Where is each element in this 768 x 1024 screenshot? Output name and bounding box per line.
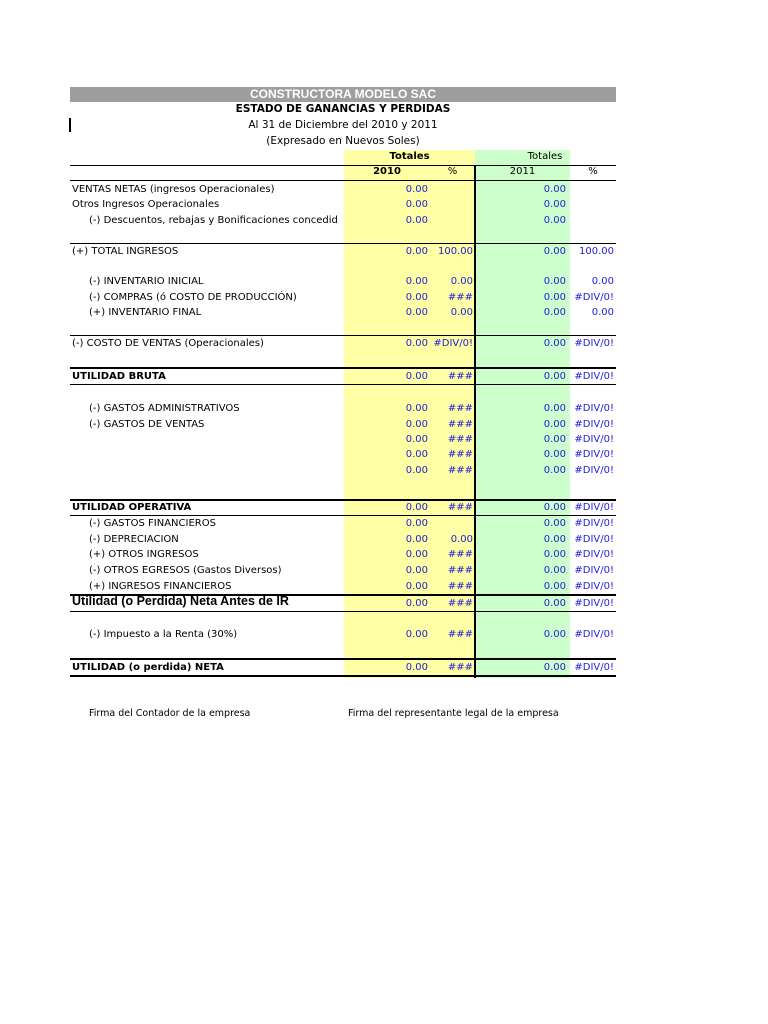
pct-2011: 0.00 (591, 307, 614, 318)
value-2010: 0.00 (405, 465, 428, 476)
pct-2010: ### (447, 449, 473, 460)
row-label: (+) INGRESOS FINANCIEROS (89, 581, 232, 592)
value-2011: 0.00 (543, 276, 566, 287)
table-row (0, 290, 768, 305)
value-2010: 0.00 (405, 307, 428, 318)
pct-2010: #DIV/0! (433, 338, 473, 349)
value-2011: 0.00 (543, 307, 566, 318)
value-2011: 0.00 (543, 502, 566, 513)
value-2010: 0.00 (405, 338, 428, 349)
value-2011: 0.00 (543, 662, 566, 673)
pct-2010: ### (447, 629, 473, 640)
pct-2011: #DIV/0! (574, 371, 614, 382)
value-2011: 0.00 (543, 371, 566, 382)
value-2010: 0.00 (405, 449, 428, 460)
pct-2010: 0.00 (450, 534, 473, 545)
rule-header-top (70, 165, 616, 166)
value-2010: 0.00 (405, 598, 428, 609)
pct-2011: #DIV/0! (574, 518, 614, 529)
row-label: (+) OTROS INGRESOS (89, 549, 199, 560)
value-2010: 0.00 (405, 184, 428, 195)
table-row (0, 563, 768, 578)
header-pct-2011: % (588, 166, 598, 177)
table-row (0, 432, 768, 447)
value-2010: 0.00 (405, 565, 428, 576)
row-label: (+) INVENTARIO FINAL (89, 307, 202, 318)
value-2011: 0.00 (543, 629, 566, 640)
pct-2011: 0.00 (591, 276, 614, 287)
pct-2011: #DIV/0! (574, 465, 614, 476)
value-2011: 0.00 (543, 581, 566, 592)
value-2011: 0.00 (543, 184, 566, 195)
value-2011: 0.00 (543, 403, 566, 414)
header-totales-2010: Totales (389, 151, 430, 162)
table-row (0, 274, 768, 289)
table-row (0, 305, 768, 320)
table-row (0, 516, 768, 531)
rule-antes-ir-bottom (70, 611, 616, 612)
table-row (0, 547, 768, 562)
table-row (0, 660, 768, 675)
pct-2011: #DIV/0! (574, 534, 614, 545)
value-2011: 0.00 (543, 449, 566, 460)
value-2011: 0.00 (543, 246, 566, 257)
value-2011: 0.00 (543, 215, 566, 226)
pct-2010: ### (447, 502, 473, 513)
row-label: (+) TOTAL INGRESOS (72, 246, 179, 257)
pct-2010: ### (447, 403, 473, 414)
pct-2011: #DIV/0! (574, 502, 614, 513)
value-2011: 0.00 (543, 565, 566, 576)
value-2010: 0.00 (405, 215, 428, 226)
value-2011: 0.00 (543, 199, 566, 210)
value-2010: 0.00 (405, 199, 428, 210)
pct-2011: #DIV/0! (574, 581, 614, 592)
value-2011: 0.00 (543, 598, 566, 609)
table-row (0, 417, 768, 432)
signature-accountant: Firma del Contador de la empresa (89, 708, 251, 719)
table-row (0, 627, 768, 642)
value-2010: 0.00 (405, 502, 428, 513)
table-row (0, 596, 768, 611)
pct-2010: 100.00 (438, 246, 473, 257)
table-row (0, 213, 768, 228)
signature-representative: Firma del representante legal de la empresa (348, 708, 559, 719)
pct-2011: 100.00 (579, 246, 614, 257)
value-2010: 0.00 (405, 371, 428, 382)
table-row (0, 401, 768, 416)
row-label: (-) GASTOS ADMINISTRATIVOS (89, 403, 240, 414)
value-2011: 0.00 (543, 549, 566, 560)
header-year-2010: 2010 (373, 166, 401, 177)
row-label: (-) GASTOS FINANCIEROS (89, 518, 216, 529)
value-2010: 0.00 (405, 534, 428, 545)
value-2010: 0.00 (405, 292, 428, 303)
row-label: (-) DEPRECIACION (89, 534, 179, 545)
value-2010: 0.00 (405, 629, 428, 640)
row-label: (-) GASTOS DE VENTAS (89, 419, 205, 430)
pct-2011: #DIV/0! (574, 403, 614, 414)
pct-2010: ### (447, 598, 473, 609)
pct-2011: #DIV/0! (574, 629, 614, 640)
value-2011: 0.00 (543, 434, 566, 445)
pct-2010: ### (447, 434, 473, 445)
row-label: UTILIDAD BRUTA (72, 371, 166, 382)
value-2011: 0.00 (543, 292, 566, 303)
pct-2011: #DIV/0! (574, 419, 614, 430)
pct-2010: ### (447, 581, 473, 592)
row-label: (-) COMPRAS (ó COSTO DE PRODUCCIÓN) (89, 292, 297, 303)
pct-2010: ### (447, 565, 473, 576)
row-label: (-) INVENTARIO INICIAL (89, 276, 204, 287)
row-label: (-) Descuentos, rebajas y Bonificaciones concedid (89, 215, 338, 226)
statement-title: ESTADO DE GANANCIAS Y PERDIDAS (235, 103, 451, 115)
header-totales-2011: Totales (527, 151, 563, 162)
row-label: (-) Impuesto a la Renta (30%) (89, 629, 238, 640)
table-row (0, 336, 768, 351)
statement-date: Al 31 de Diciembre del 2010 y 2011 (248, 119, 438, 131)
value-2010: 0.00 (405, 276, 428, 287)
pct-2011: #DIV/0! (574, 434, 614, 445)
pct-2011: #DIV/0! (574, 662, 614, 673)
row-label: (-) OTROS EGRESOS (Gastos Diversos) (89, 565, 282, 576)
table-row (0, 182, 768, 197)
pct-2011: #DIV/0! (574, 292, 614, 303)
table-row (0, 447, 768, 462)
value-2010: 0.00 (405, 246, 428, 257)
value-2011: 0.00 (543, 518, 566, 529)
text-cursor (69, 118, 71, 132)
value-2010: 0.00 (405, 403, 428, 414)
pct-2010: ### (447, 292, 473, 303)
value-2011: 0.00 (543, 419, 566, 430)
table-row (0, 369, 768, 384)
table-row (0, 532, 768, 547)
row-label: Otros Ingresos Operacionales (72, 199, 220, 210)
pct-2011: #DIV/0! (574, 449, 614, 460)
pct-2011: #DIV/0! (574, 565, 614, 576)
company-title: CONSTRUCTORA MODELO SAC (70, 87, 616, 102)
pct-2010: ### (447, 419, 473, 430)
header-year-2011: 2011 (509, 166, 536, 177)
row-label: Utilidad (o Perdida) Neta Antes de IR (72, 594, 289, 608)
row-label: (-) COSTO DE VENTAS (Operacionales) (72, 338, 264, 349)
pct-2011: #DIV/0! (574, 549, 614, 560)
header-pct-2010: % (447, 166, 458, 177)
pct-2011: #DIV/0! (574, 338, 614, 349)
pct-2010: ### (447, 662, 473, 673)
rule-neta-bottom (70, 675, 616, 677)
table-row (0, 197, 768, 212)
value-2011: 0.00 (543, 465, 566, 476)
value-2010: 0.00 (405, 419, 428, 430)
row-label: UTILIDAD (o perdida) NETA (72, 662, 224, 673)
table-row (0, 463, 768, 478)
pct-2011: #DIV/0! (574, 598, 614, 609)
pct-2010: 0.00 (450, 307, 473, 318)
value-2010: 0.00 (405, 518, 428, 529)
table-row (0, 244, 768, 259)
pct-2010: 0.00 (450, 276, 473, 287)
row-label: VENTAS NETAS (ingresos Operacionales) (72, 184, 275, 195)
pct-2010: ### (447, 465, 473, 476)
rule-utilidad-bruta-bottom (70, 384, 616, 385)
pct-2010: ### (447, 371, 473, 382)
currency-note: (Expresado en Nuevos Soles) (266, 135, 420, 147)
table-row (0, 579, 768, 594)
pct-2010: ### (447, 549, 473, 560)
row-label: UTILIDAD OPERATIVA (72, 502, 192, 513)
value-2011: 0.00 (543, 534, 566, 545)
value-2010: 0.00 (405, 662, 428, 673)
value-2010: 0.00 (405, 434, 428, 445)
table-row (0, 500, 768, 515)
rule-header-bottom (70, 180, 616, 181)
value-2010: 0.00 (405, 581, 428, 592)
value-2011: 0.00 (543, 338, 566, 349)
value-2010: 0.00 (405, 549, 428, 560)
